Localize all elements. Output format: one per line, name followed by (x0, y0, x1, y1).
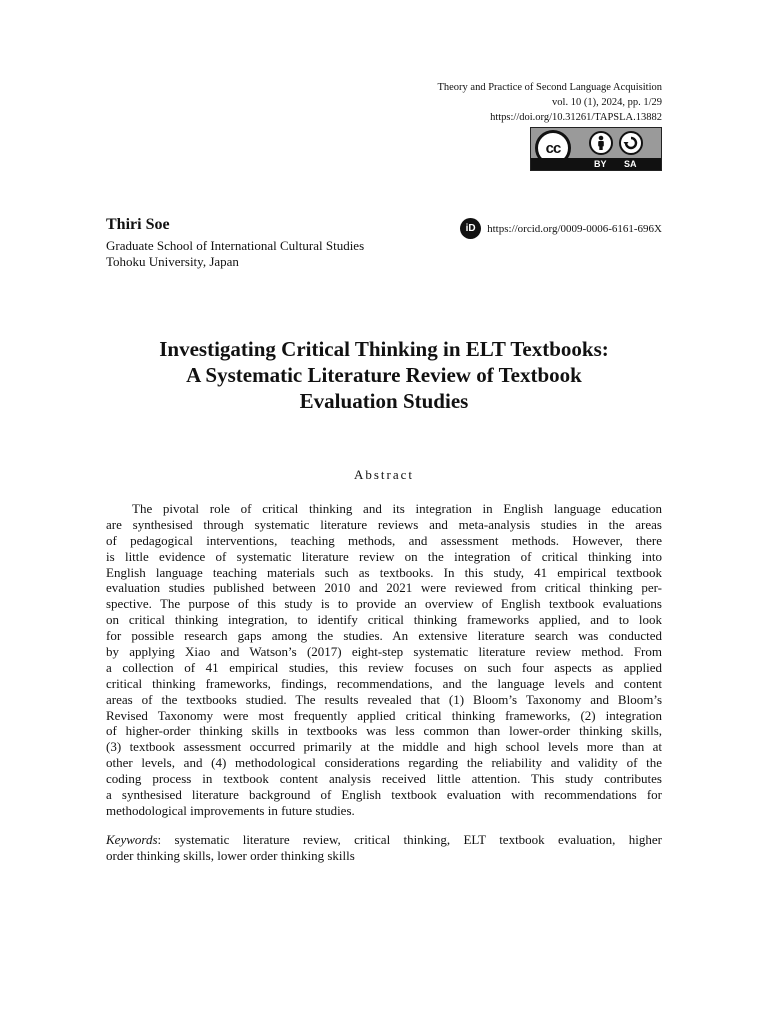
abstract-line: The pivotal role of critical thinking and its integration in English language education (132, 501, 662, 516)
title-line: Evaluation Studies (299, 389, 469, 413)
paper-title (106, 336, 662, 414)
abstract-line: for possible research gaps among the studies. An extensive literature search was conducted (106, 628, 662, 644)
journal-doi-link[interactable]: https://doi.org/10.31261/TAPSLA.13882 (490, 112, 662, 123)
keywords (106, 832, 662, 864)
abstract-line: Revised Taxonomy were most frequently applied critical thinking frameworks, (2) integration (106, 707, 662, 723)
cc-by-label: BY (594, 159, 607, 169)
author-affiliation (106, 238, 364, 270)
share-alike-icon (619, 131, 643, 155)
keywords-text: : systematic literature review, critical thinking, ELT textbook evaluation, higher (157, 832, 662, 847)
abstract-line: a synthesised literature background of English textbook evaluation with recommendations for (106, 787, 662, 803)
cc-icon-label: cc (545, 139, 561, 157)
abstract-line: evaluation studies published between 2010 and 2021 were reviewed from critical thinking per- (106, 580, 662, 596)
abstract-line: by applying Xiao and Watson’s (2017) eight-step systematic literature review method. From (106, 644, 662, 660)
keywords-label: Keywords (106, 832, 158, 847)
author-name: Thiri Soe (106, 216, 170, 233)
abstract-line: a collection of 41 empirical studies, this review focuses on such four aspects as applied (106, 659, 662, 675)
journal-header (437, 80, 662, 125)
orcid-icon: iD (460, 218, 481, 239)
abstract-line: critical thinking frameworks, findings, recommendations, and the language levels and content (106, 675, 662, 691)
abstract-line: is little evidence of systematic literature review on the integration of critical thinking into (106, 548, 662, 564)
affiliation-line: Graduate School of International Cultural Studies (106, 238, 365, 253)
keywords-line (106, 832, 662, 848)
affiliation-line: Tohoku University, Japan (106, 254, 239, 269)
abstract-heading: Abstract (353, 467, 415, 482)
abstract-line: (3) textbook assessment occurred primarily at the middle and high school levels more than at (106, 739, 662, 755)
abstract-line: methodological improvements in future studies. (106, 802, 355, 818)
keywords-line: order thinking skills, lower order thinking skills (106, 848, 355, 863)
orcid-url[interactable]: https://orcid.org/0009-0006-6161-696X (487, 222, 662, 235)
title-line: A Systematic Literature Review of Textbook (186, 363, 582, 387)
cc-license-badge[interactable] (530, 127, 662, 171)
title-line: Investigating Critical Thinking in ELT Textbooks: (159, 337, 609, 361)
abstract-line: English language teaching materials such as textbooks. In this study, 41 empirical textbook (106, 564, 662, 580)
cc-sa-label: SA (624, 159, 637, 169)
abstract-line: of pedagogical interventions, teaching methods, and assessment methods. However, there (106, 532, 662, 548)
abstract-line: on critical thinking integration, to identify critical thinking frameworks applied, and to look (106, 612, 662, 628)
attribution-person-icon (589, 131, 613, 155)
journal-name: Theory and Practice of Second Language Acquisition (437, 82, 662, 93)
journal-volume: vol. 10 (1), 2024, pp. 1/29 (552, 97, 662, 108)
abstract-line: areas of the textbooks studied. The results revealed that (1) Bloom’s Taxonomy and Bloom’s (106, 691, 662, 707)
abstract-line: spective. The purpose of this study is to provide an overview of English textbook evaluations (106, 596, 662, 612)
abstract-line: are synthesised through systematic literature reviews and meta-analysis studies in the areas (106, 516, 662, 532)
abstract-line: coding process in textbook content analysis received little attention. This study contributes (106, 771, 662, 787)
abstract-line: of higher-order thinking skills in textbooks was less common than lower-order thinking skills, (106, 723, 662, 739)
abstract-line: other levels, and (4) methodological considerations regarding the reliability and validity of the (106, 755, 662, 771)
orcid-link[interactable] (460, 218, 662, 239)
abstract-body (106, 501, 662, 819)
